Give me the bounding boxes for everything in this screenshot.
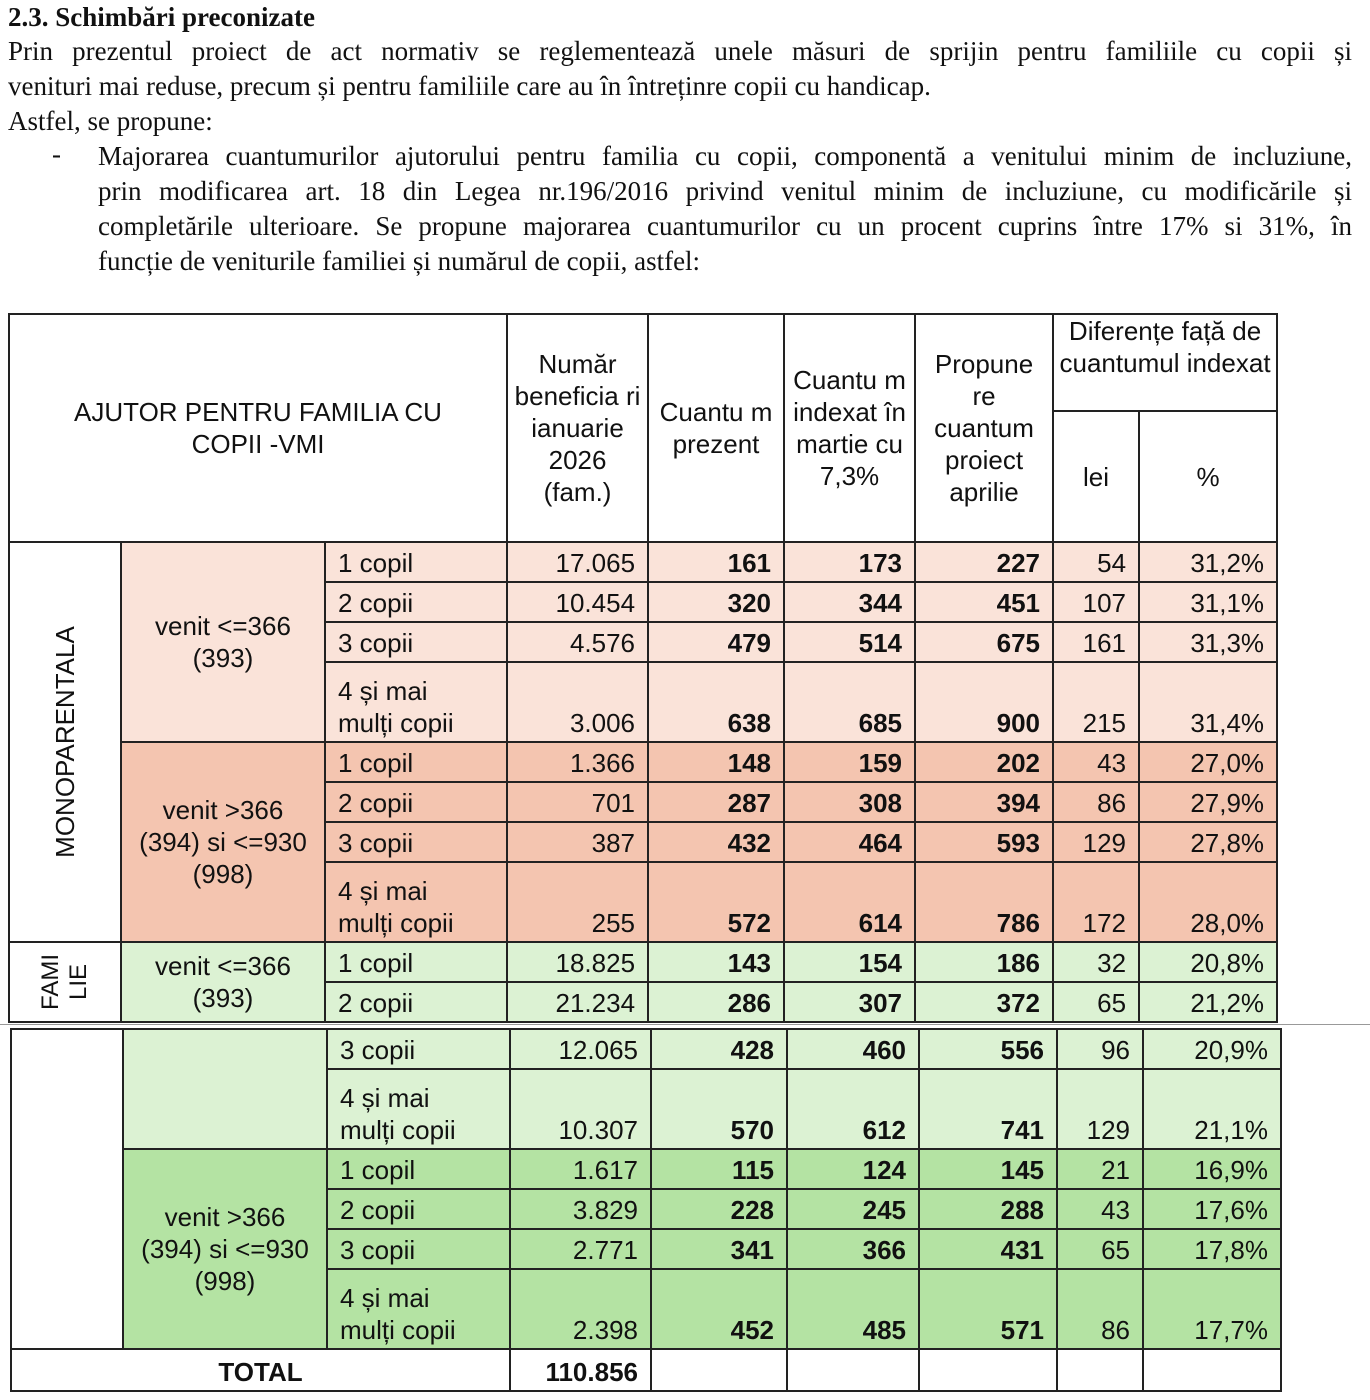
group-mono-low: venit <=366 (393) — [121, 542, 325, 742]
total-empty-cell — [1057, 1349, 1143, 1391]
row-label: 4 și mai mulți copii — [327, 1269, 510, 1349]
cell-indexat: 307 — [784, 982, 915, 1022]
cell-prezent: 161 — [648, 542, 784, 582]
cell-propus: 741 — [919, 1069, 1057, 1149]
row-label: 3 copii — [325, 822, 507, 862]
cell-prezent: 479 — [648, 622, 784, 662]
cell-prezent: 320 — [648, 582, 784, 622]
cell-indexat: 485 — [787, 1269, 919, 1349]
cell-lei: 161 — [1053, 622, 1139, 662]
cell-propus: 288 — [919, 1189, 1057, 1229]
header-lei: lei — [1053, 411, 1139, 542]
screenshot-seam-line — [0, 1024, 1370, 1025]
cell-prezent: 287 — [648, 782, 784, 822]
cell-beneficiari: 1.617 — [510, 1149, 651, 1189]
total-empty-cell — [1143, 1349, 1281, 1391]
cell-pct: 20,9% — [1143, 1029, 1281, 1069]
cell-propus: 556 — [919, 1029, 1057, 1069]
cell-indexat: 612 — [787, 1069, 919, 1149]
cell-beneficiari: 1.366 — [507, 742, 648, 782]
bullet-line-1: Majorarea cuantumurilor ajutorului pentru familia cu copii, componentă a venitului minim de incluziune, — [98, 141, 1352, 171]
row-label: 4 și mai mulți copii — [325, 862, 507, 942]
cell-pct: 28,0% — [1139, 862, 1277, 942]
group-mono-high: venit >366 (394) si <=930 (998) — [121, 742, 325, 942]
cell-beneficiari: 21.234 — [507, 982, 648, 1022]
bullet-marker: - — [52, 139, 61, 169]
cell-lei: 96 — [1057, 1029, 1143, 1069]
cell-propus: 372 — [915, 982, 1053, 1022]
cell-prezent: 638 — [648, 662, 784, 742]
bullet-line-3: completările ulterioare. Se propune majorarea cuantumurilor cu un procent cuprins între 17% si 31%, în — [98, 211, 1352, 241]
cell-beneficiari: 255 — [507, 862, 648, 942]
paragraph-line-2: venituri mai reduse, precum și pentru familiile care au în întreținre copii cu handicap. — [8, 71, 931, 101]
group-fam-low: venit <=366 (393) — [121, 942, 325, 1022]
cell-lei: 172 — [1053, 862, 1139, 942]
bullet-line-4: funcție de veniturile familiei și numărul de copii, astfel: — [98, 246, 701, 276]
cell-beneficiari: 10.454 — [507, 582, 648, 622]
cell-beneficiari: 18.825 — [507, 942, 648, 982]
cell-pct: 27,8% — [1139, 822, 1277, 862]
cell-propus: 900 — [915, 662, 1053, 742]
cell-pct: 31,3% — [1139, 622, 1277, 662]
cell-indexat: 154 — [784, 942, 915, 982]
row-label: 4 și mai mulți copii — [327, 1069, 510, 1149]
cell-prezent: 143 — [648, 942, 784, 982]
row-label: 4 și mai mulți copii — [325, 662, 507, 742]
section-familie: FAMI LIE — [9, 942, 121, 1022]
cell-pct: 16,9% — [1143, 1149, 1281, 1189]
cell-prezent: 572 — [648, 862, 784, 942]
cell-propus: 394 — [915, 782, 1053, 822]
benefit-table-part-2 — [10, 1028, 1282, 1392]
row-label: 1 copil — [327, 1149, 510, 1189]
bullet-line-2: prin modificarea art. 18 din Legea nr.196/2016 privind venitul minim de incluziune, cu modificările și — [98, 176, 1352, 206]
cell-lei: 215 — [1053, 662, 1139, 742]
row-label: 2 copii — [325, 782, 507, 822]
total-empty-cell — [651, 1349, 787, 1391]
total-empty-cell — [787, 1349, 919, 1391]
section-familie-cont — [11, 1029, 123, 1349]
cell-indexat: 366 — [787, 1229, 919, 1269]
cell-prezent: 115 — [651, 1149, 787, 1189]
cell-propus: 202 — [915, 742, 1053, 782]
cell-indexat: 685 — [784, 662, 915, 742]
cell-propus: 451 — [915, 582, 1053, 622]
cell-beneficiari: 10.307 — [510, 1069, 651, 1149]
cell-indexat: 614 — [784, 862, 915, 942]
cell-prezent: 432 — [648, 822, 784, 862]
row-label: 2 copii — [325, 582, 507, 622]
cell-pct: 27,9% — [1139, 782, 1277, 822]
cell-prezent: 570 — [651, 1069, 787, 1149]
total-label: TOTAL — [11, 1349, 510, 1391]
cell-prezent: 452 — [651, 1269, 787, 1349]
cell-beneficiari: 3.829 — [510, 1189, 651, 1229]
cell-pct: 31,4% — [1139, 662, 1277, 742]
header-prezent: Cuantu m prezent — [648, 314, 784, 542]
row-label: 1 copil — [325, 942, 507, 982]
benefit-table-part-1 — [8, 313, 1278, 1023]
cell-lei: 54 — [1053, 542, 1139, 582]
paragraph-line-1: Prin prezentul proiect de act normativ se reglementează unele măsuri de sprijin pentru familiile cu copii și — [8, 36, 1352, 66]
header-beneficiari: Număr beneficia ri ianuarie 2026 (fam.) — [507, 314, 648, 542]
cell-pct: 21,2% — [1139, 982, 1277, 1022]
row-label: 3 copii — [325, 622, 507, 662]
cell-pct: 31,1% — [1139, 582, 1277, 622]
cell-beneficiari: 3.006 — [507, 662, 648, 742]
cell-propus: 431 — [919, 1229, 1057, 1269]
cell-propus: 786 — [915, 862, 1053, 942]
cell-lei: 65 — [1053, 982, 1139, 1022]
section-monoparentala: MONOPARENTALA — [9, 542, 121, 942]
cell-indexat: 514 — [784, 622, 915, 662]
total-beneficiari: 110.856 — [510, 1349, 651, 1391]
cell-indexat: 245 — [787, 1189, 919, 1229]
cell-indexat: 344 — [784, 582, 915, 622]
row-label: 1 copil — [325, 542, 507, 582]
cell-prezent: 148 — [648, 742, 784, 782]
cell-prezent: 286 — [648, 982, 784, 1022]
cell-lei: 107 — [1053, 582, 1139, 622]
paragraph-line-3: Astfel, se propune: — [8, 106, 213, 136]
cell-propus: 145 — [919, 1149, 1057, 1189]
group-fam-low-cont — [123, 1029, 327, 1149]
cell-indexat: 460 — [787, 1029, 919, 1069]
cell-propus: 593 — [915, 822, 1053, 862]
cell-pct: 20,8% — [1139, 942, 1277, 982]
cell-beneficiari: 4.576 — [507, 622, 648, 662]
header-indexat: Cuantu m indexat în martie cu 7,3% — [784, 314, 915, 542]
cell-indexat: 124 — [787, 1149, 919, 1189]
header-diferente: Diferențe față de cuantumul indexat — [1053, 314, 1277, 411]
cell-indexat: 173 — [784, 542, 915, 582]
cell-lei: 65 — [1057, 1229, 1143, 1269]
cell-propus: 227 — [915, 542, 1053, 582]
cell-pct: 27,0% — [1139, 742, 1277, 782]
cell-prezent: 341 — [651, 1229, 787, 1269]
cell-beneficiari: 2.771 — [510, 1229, 651, 1269]
cell-beneficiari: 12.065 — [510, 1029, 651, 1069]
cell-pct: 17,8% — [1143, 1229, 1281, 1269]
cell-propus: 571 — [919, 1269, 1057, 1349]
cell-lei: 21 — [1057, 1149, 1143, 1189]
row-label: 3 copii — [327, 1029, 510, 1069]
cell-prezent: 228 — [651, 1189, 787, 1229]
header-propunere: Propune re cuantum proiect aprilie — [915, 314, 1053, 542]
cell-indexat: 159 — [784, 742, 915, 782]
cell-beneficiari: 17.065 — [507, 542, 648, 582]
cell-propus: 186 — [915, 942, 1053, 982]
cell-beneficiari: 2.398 — [510, 1269, 651, 1349]
cell-prezent: 428 — [651, 1029, 787, 1069]
section-title: 2.3. Schimbări preconizate — [8, 2, 315, 32]
header-pct: % — [1139, 411, 1277, 542]
cell-lei: 43 — [1057, 1189, 1143, 1229]
cell-pct: 31,2% — [1139, 542, 1277, 582]
cell-lei: 129 — [1057, 1069, 1143, 1149]
row-label: 1 copil — [325, 742, 507, 782]
cell-propus: 675 — [915, 622, 1053, 662]
total-empty-cell — [919, 1349, 1057, 1391]
cell-indexat: 464 — [784, 822, 915, 862]
cell-pct: 17,7% — [1143, 1269, 1281, 1349]
cell-lei: 129 — [1053, 822, 1139, 862]
row-label: 3 copii — [327, 1229, 510, 1269]
cell-lei: 32 — [1053, 942, 1139, 982]
cell-lei: 86 — [1057, 1269, 1143, 1349]
group-fam-high: venit >366 (394) si <=930 (998) — [123, 1149, 327, 1349]
cell-pct: 17,6% — [1143, 1189, 1281, 1229]
cell-beneficiari: 387 — [507, 822, 648, 862]
cell-beneficiari: 701 — [507, 782, 648, 822]
row-label: 2 copii — [325, 982, 507, 1022]
cell-lei: 43 — [1053, 742, 1139, 782]
row-label: 2 copii — [327, 1189, 510, 1229]
header-main: AJUTOR PENTRU FAMILIA CU COPII -VMI — [9, 314, 507, 542]
cell-lei: 86 — [1053, 782, 1139, 822]
cell-indexat: 308 — [784, 782, 915, 822]
cell-pct: 21,1% — [1143, 1069, 1281, 1149]
